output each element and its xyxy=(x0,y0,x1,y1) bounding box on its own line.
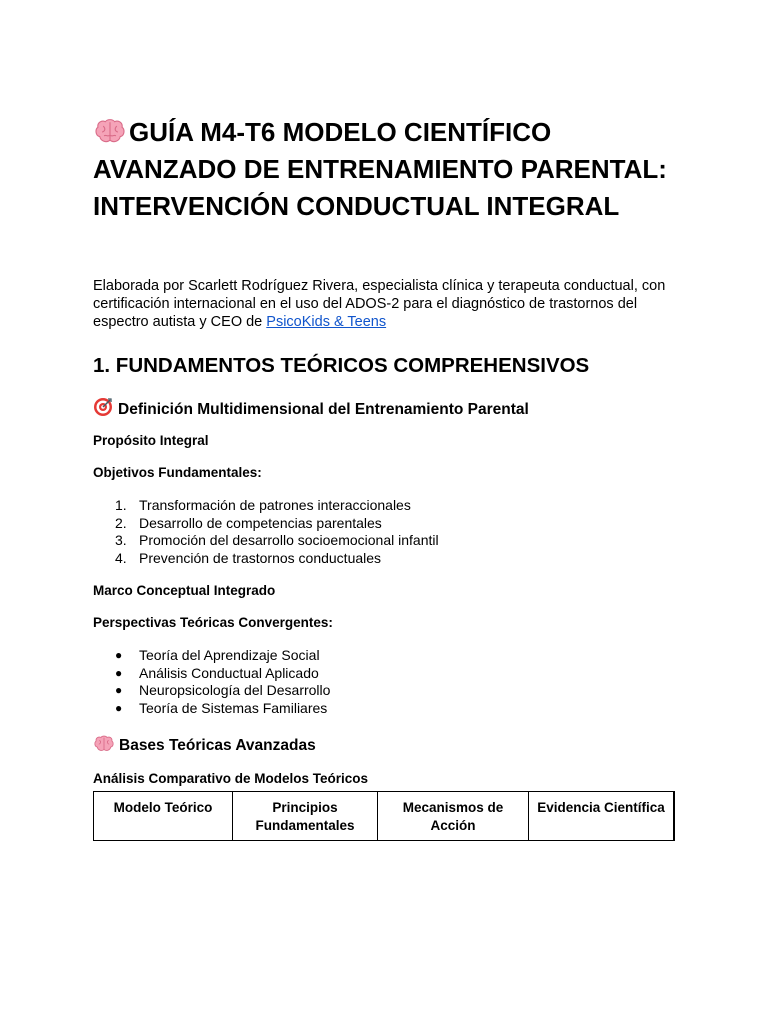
list-item-text: Teoría de Sistemas Familiares xyxy=(139,699,328,716)
subsection-heading-definicion xyxy=(93,397,529,421)
psicokids-link[interactable]: PsicoKids & Teens xyxy=(266,314,387,330)
list-item-text: Teoría del Aprendizaje Social xyxy=(139,647,320,663)
list-item-text: Transformación de patrones interaccionales xyxy=(139,497,411,513)
purpose-heading: Propósito Integral xyxy=(93,433,209,448)
list-item-text: Neuropsicología del Desarrollo xyxy=(139,682,331,699)
list-item xyxy=(93,550,439,568)
subsection-heading-text: Bases Teóricas Avanzadas xyxy=(119,737,316,754)
list-item xyxy=(93,532,439,550)
comparison-table xyxy=(93,791,675,841)
list-item xyxy=(93,665,330,683)
objectives-list xyxy=(93,497,439,567)
bullet-marker: ● xyxy=(115,648,123,662)
bullet-marker: ● xyxy=(115,665,123,680)
table-header-cell: Mecanismos de Acción xyxy=(378,792,529,841)
list-marker: 1. xyxy=(115,497,127,513)
bullet-marker: ● xyxy=(115,683,123,698)
subsection-heading-bases xyxy=(93,735,316,757)
table-header-row xyxy=(94,792,675,841)
section-heading: 1. FUNDAMENTOS TEÓRICOS COMPREHENSIVOS xyxy=(93,354,590,377)
brain-emoji-icon xyxy=(93,118,127,144)
list-item xyxy=(93,497,439,515)
table-header-cell: Modelo Teórico xyxy=(94,792,233,841)
list-item-text: Promoción del desarrollo socioemocional infantil xyxy=(139,532,439,549)
list-item-text: Análisis Conductual Aplicado xyxy=(139,664,319,681)
document-title xyxy=(93,114,683,225)
intro-text: Elaborada por Scarlett Rodríguez Rivera, especialista clínica y terapeuta conductual, con certificación internacional en el uso del ADOS-2 para el diagnóstico de trastornos del espectro autista y CEO de xyxy=(93,278,666,330)
table-header-cell: Evidencia Científica xyxy=(529,792,675,841)
target-emoji-icon xyxy=(93,397,113,417)
list-item xyxy=(93,682,330,700)
perspectives-heading: Perspectivas Teóricas Convergentes: xyxy=(93,615,333,630)
title-text: GUÍA M4-T6 MODELO CIENTÍFICO AVANZADO DE ENTRENAMIENTO PARENTAL: INTERVENCIÓN CONDUCTUAL INTEGRAL xyxy=(93,117,667,221)
list-item xyxy=(93,515,439,533)
list-marker: 2. xyxy=(115,514,127,531)
objectives-heading: Objetivos Fundamentales: xyxy=(93,465,262,480)
brain-emoji-icon xyxy=(93,735,115,752)
list-item-text: Desarrollo de competencias parentales xyxy=(139,514,382,531)
subsection-heading-text: Definición Multidimensional del Entrenamiento Parental xyxy=(118,401,529,418)
intro-paragraph xyxy=(93,277,683,331)
list-marker: 3. xyxy=(115,532,127,549)
list-item xyxy=(93,700,330,718)
perspectives-list xyxy=(93,647,330,717)
list-marker: 4. xyxy=(115,549,127,566)
list-item-text: Prevención de trastornos conductuales xyxy=(139,549,382,566)
table-caption: Análisis Comparativo de Modelos Teóricos xyxy=(93,771,369,786)
list-item xyxy=(93,647,330,665)
table-header-cell: Principios Fundamentales xyxy=(233,792,378,841)
framework-heading: Marco Conceptual Integrado xyxy=(93,583,276,598)
bullet-marker: ● xyxy=(115,700,123,715)
